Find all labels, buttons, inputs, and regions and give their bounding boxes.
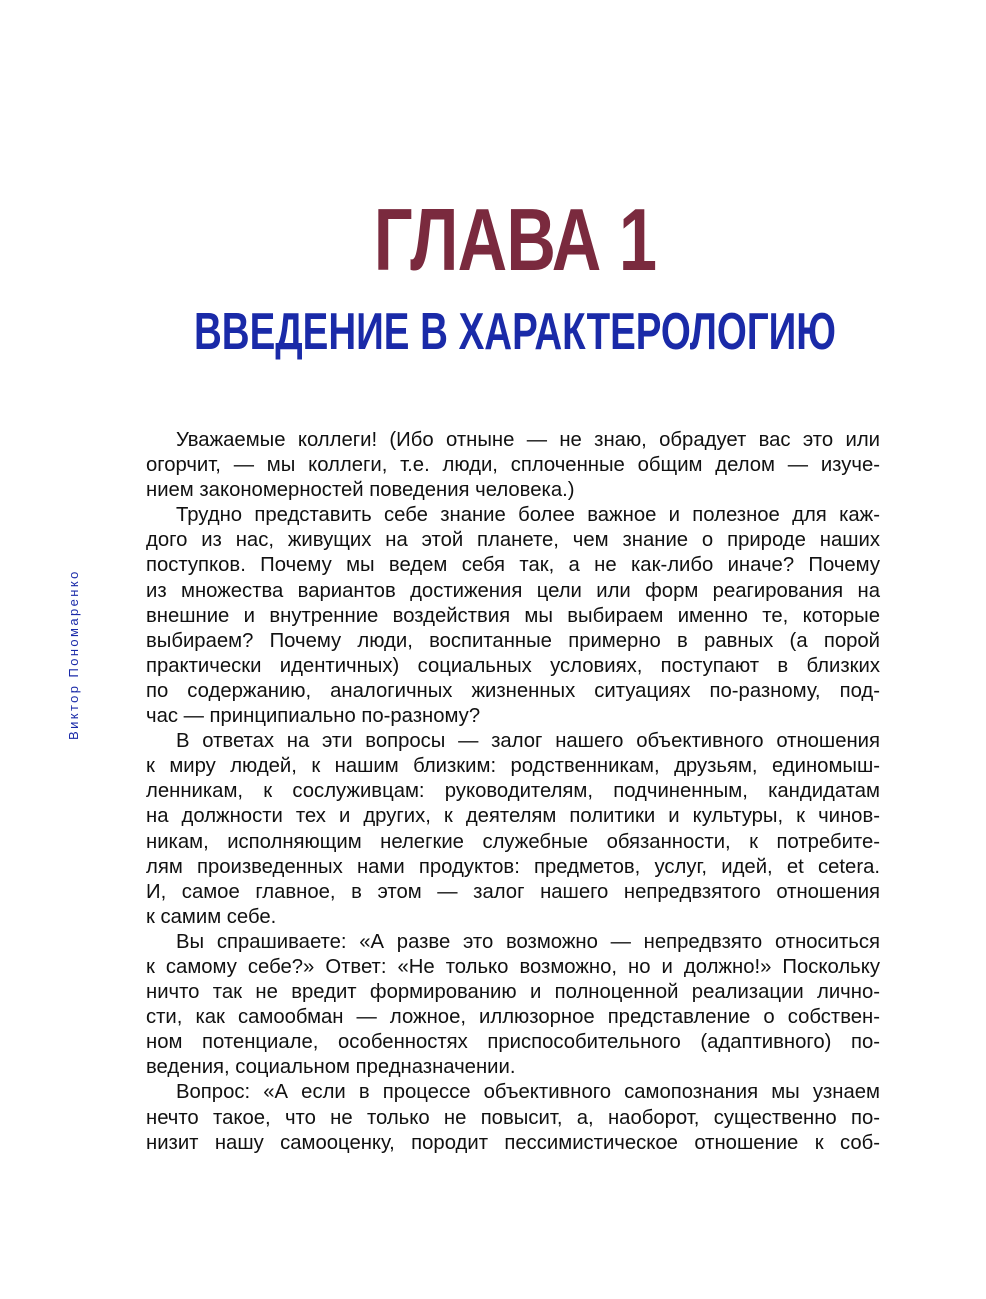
text-line: сти, как самообман — ложное, иллюзорное представление о собствен-: [146, 1006, 880, 1029]
text-line: никам, исполняющим нелегкие служебные обязанности, к потребите-: [146, 830, 880, 853]
text-line: ведения, социальном предназначении.: [146, 1056, 516, 1079]
text-line: нечто такое, что не только не повысит, а, наоборот, существенно по-: [146, 1106, 880, 1129]
text-line: лям произведенных нами продуктов: предметов, услуг, идей, et cetera.: [146, 855, 880, 878]
text-line: дого из нас, живущих на этой планете, чем знание о природе наших: [146, 529, 880, 552]
chapter-subtitle: ВВЕДЕНИЕ В ХАРАКТЕРОЛОГИЮ: [194, 303, 836, 361]
text-line: И, самое главное, в этом — залог нашего непредвзятого отношения: [146, 880, 880, 903]
text-line: огорчит, — мы коллеги, т.е. люди, сплоченные общим делом — изуче-: [146, 454, 880, 477]
text-line: нием закономерностей поведения человека.): [146, 479, 575, 502]
text-line: к самому себе?» Ответ: «Не только возможно, но и должно!» Поскольку: [146, 955, 880, 978]
text-line: к самим себе.: [146, 905, 277, 928]
text-line: час — принципиально по-разному?: [146, 705, 481, 728]
text-line: Вы спрашиваете: «А разве это возможно — непредвзято относиться: [176, 930, 880, 953]
text-line: к миру людей, к нашим близким: родственникам, друзьям, единомыш-: [146, 755, 880, 778]
text-line: поступков. Почему мы ведем себя так, а не как-либо иначе? Почему: [146, 554, 880, 577]
text-line: Вопрос: «А если в процессе объективного самопознания мы узнаем: [176, 1081, 880, 1104]
text-line: ленникам, к сослуживцам: руководителям, подчиненным, кандидатам: [146, 780, 880, 803]
text-line: на должности тех и других, к деятелям политики и культуры, к чинов-: [146, 805, 880, 828]
text-line: В ответах на эти вопросы — залог нашего объективного отношения: [176, 730, 880, 753]
text-line: по содержанию, аналогичных жизненных ситуациях по-разному, под-: [146, 679, 880, 702]
text-line: выбираем? Почему люди, воспитанные примерно в равных (а порой: [146, 629, 880, 652]
side-author-name: Виктор Пономаренко: [66, 569, 81, 740]
body-text: [146, 428, 880, 1156]
text-line: низит нашу самооценку, породит пессимистическое отношение к соб-: [146, 1131, 880, 1154]
text-line: ном потенциале, особенностях приспособительного (адаптивного) по-: [146, 1031, 880, 1054]
text-line: Уважаемые коллеги! (Ибо отныне — не знаю, обрадует вас это или: [176, 429, 880, 451]
text-line: ничто так не вредит формированию и полноценной реализации лично-: [146, 981, 880, 1004]
text-line: из множества вариантов достижения цели или форм реагирования на: [146, 579, 880, 602]
text-line: внешние и внутренние воздействия мы выбираем именно те, которые: [146, 604, 880, 627]
text-line: практически идентичных) социальных условиях, поступают в близких: [146, 654, 880, 677]
chapter-title: ГЛАВА 1: [373, 190, 657, 289]
text-line: Трудно представить себе знание более важное и полезное для каж-: [176, 504, 880, 527]
